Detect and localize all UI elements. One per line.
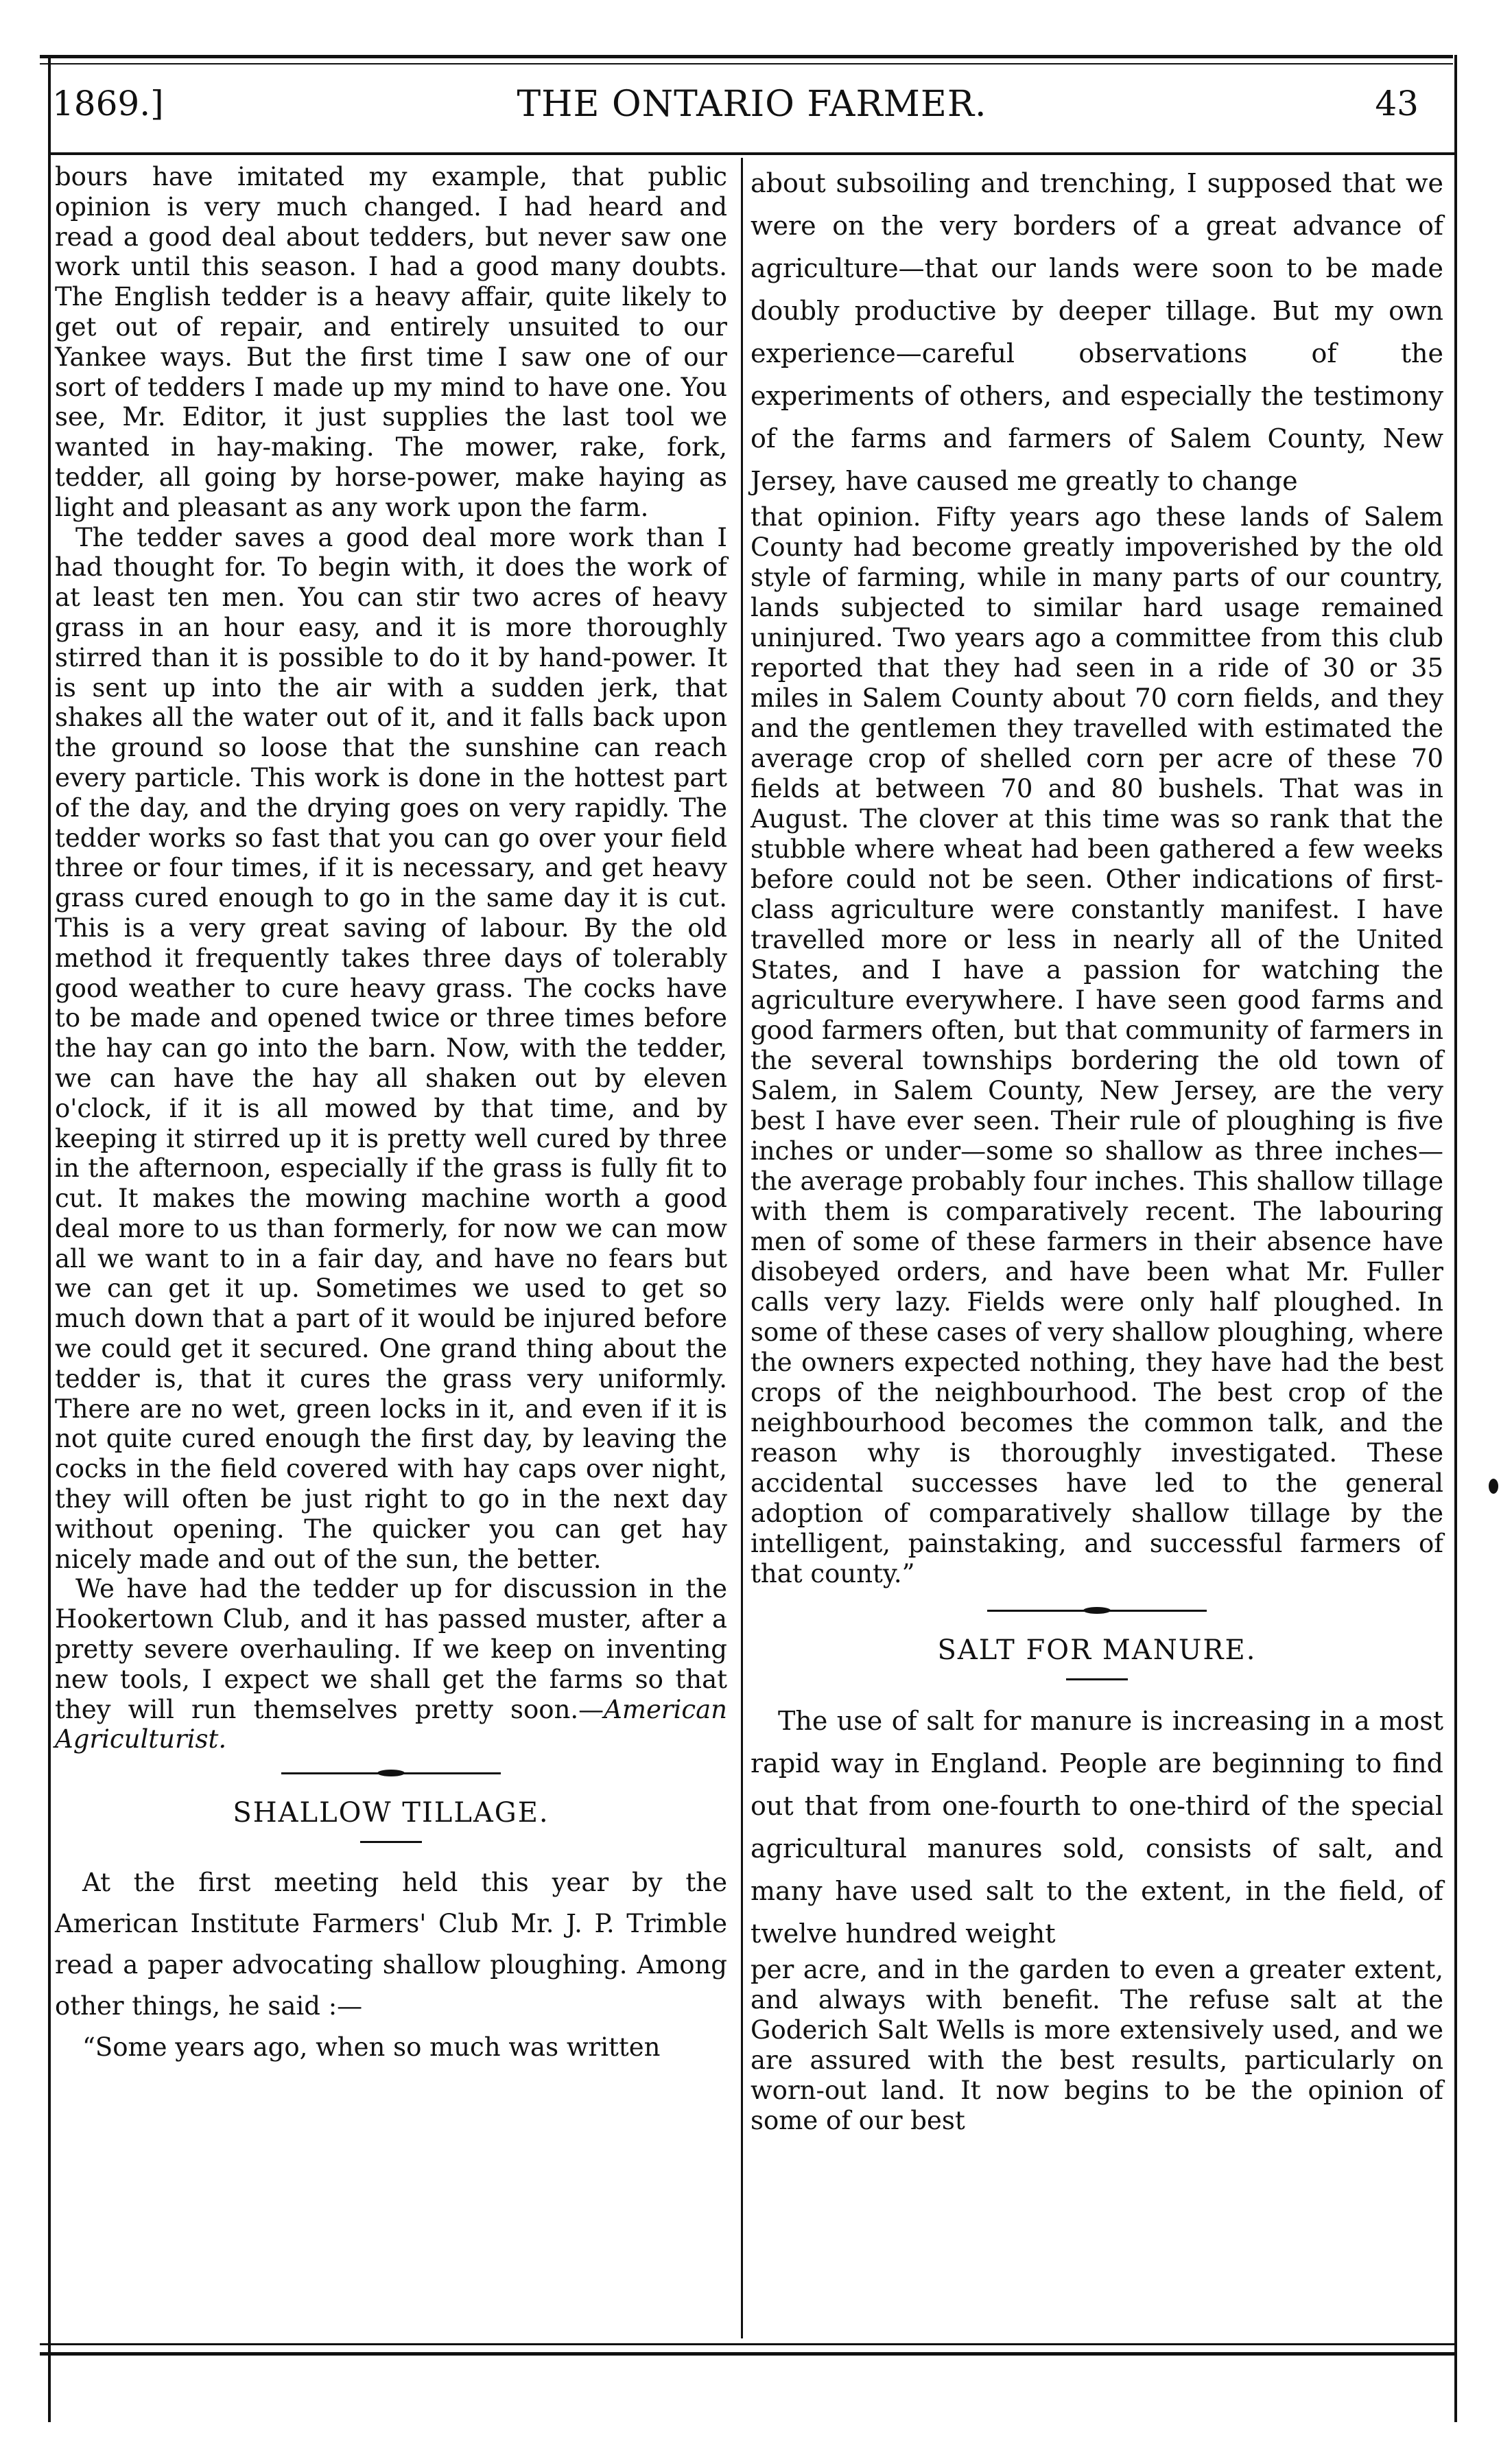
page-frame-bottom-rule xyxy=(40,2352,1456,2356)
header-rule xyxy=(49,152,1454,155)
margin-mark xyxy=(1489,1479,1498,1494)
right-column xyxy=(751,162,1443,2136)
heading-underline xyxy=(1066,1678,1128,1680)
page-frame-top-thin-rule xyxy=(40,63,1453,64)
header-title: THE ONTARIO FARMER. xyxy=(517,84,987,125)
page-frame-bottom-thin-rule xyxy=(40,2343,1456,2345)
article-paragraph: The tedder saves a good deal more work than I had thought for. To begin with, it does the work of at least ten men. You can stir two acres of heavy grass in an hour easy, and it is more thoroughly stirred than it is possible to do it by hand-power. It is sent up into the air with a sudden jerk, that shakes all the water out of it, and it falls back upon the ground so loose that the sunshine can reach every particle. This work is done in the hottest part of the day, and the drying goes on very rapidly. The tedder works so fast that you can go over your field three or four times, if it is necessary, and get heavy grass cured enough to go in the same day it is cut. This is a very great saving of labour. By the old method it frequently takes three days of tolerably good weather to cure heavy grass. The cocks have to be made and opened twice or three times before the hay can go into the barn. Now, with the tedder, we can have the hay all shaken out by eleven o'clock, if it is all mowed by that time, and by keeping it stirred up it is pretty well cured by three in the afternoon, especially if the grass is fully fit to cut. It makes the mowing machine worth a good deal more to us than formerly, for now we can mow all we want to in a fair day, and have no fears but we can get it up. Sometimes we used to get so much down that a part of it would be injured before we could get it secured. One grand thing about the tedder is, that it cures the grass very uniformly. There are no wet, green locks in it, and even if it is not quite cured enough the first day, by leaving the cocks in the field covered with hay caps over night, they will often be just right to go in the next day without opening. The quicker you can get hay nicely made and out of the sun, the better. xyxy=(55,522,727,1574)
column-divider xyxy=(741,158,743,2338)
page-header xyxy=(52,84,1452,147)
header-date: 1869.] xyxy=(52,84,164,124)
article-paragraph: At the first meeting held this year by the American Institute Farmers' Club Mr. J. P. Trimble read a paper advocating shallow ploughing. Among other things, he said :— xyxy=(55,1868,727,2021)
article-paragraph: per acre, and in the garden to even a greater extent, and always with benefit. The refuse salt at the Goderich Salt Wells is more extensively used, and we are assured with the best results, particularly on worn-out land. It now begins to be the opinion of some of our best xyxy=(751,1955,1443,2135)
section-divider xyxy=(281,1770,501,1776)
article-paragraph: that opinion. Fifty years ago these lands of Salem County had become greatly impoverished by the old style of farming, while in many parts of our country, lands subjected to similar hard usage remained uninjured. Two years ago a committee from this club reported that they had seen in a ride of 30 or 35 miles in Salem County about 70 corn fields, and they and the gentlemen they travelled with estimated the average crop of shelled corn per acre of these 70 fields at between 70 and 80 bushels. That was in August. The clover at this time was so rank that the stubble where wheat had been gathered a few weeks before could not be seen. Other indications of first-class agriculture were constantly manifest. I have travelled more or less in nearly all of the United States, and I have a passion for watching the agriculture everywhere. I have seen good farms and good farmers often, but that community of farmers in the several townships bordering the old town of Salem, in Salem County, New Jersey, are the very best I have ever seen. Their rule of ploughing is five inches or under—some so shallow as three inches—the average probably four inches. This shallow tillage with them is comparatively recent. The labouring men of some of these farmers in their absence have disobeyed orders, and have been what Mr. Fuller calls very lazy. Fields were only half ploughed. In some of these cases of very shallow ploughing, where the owners expected nothing, they have had the best crops of the neighbourhood. The best crop of the neighbourhood becomes the common talk, and the reason why is thoroughly investigated. These accidental successes have led to the general adoption of comparatively shallow tillage by the intelligent, painstaking, and successful farmers of that county.” xyxy=(751,502,1443,1588)
attribution: American Agriculturist. xyxy=(55,1694,727,1754)
article-paragraph xyxy=(55,1574,727,1754)
header-page-number: 43 xyxy=(1375,84,1419,124)
section-divider xyxy=(987,1607,1207,1614)
heading-underline xyxy=(360,1841,422,1843)
page-frame-top-rule xyxy=(40,55,1453,58)
article-paragraph: about subsoiling and trenching, I supposed that we were on the very borders of a great advance of agriculture—that our lands were soon to be made doubly productive by deeper tillage. But my own experience—careful observations of the experiments of others, and especially the testimony of the farms and farmers of Salem County, New Jersey, have caused me greatly to change xyxy=(751,168,1443,496)
article-paragraph: bours have imitated my example, that public opinion is very much changed. I had heard and read a good deal about tedders, but never saw one work until this season. I had a good many doubts. The English tedder is a heavy affair, quite likely to get out of repair, and entirely unsuited to our Yankee ways. But the first time I saw one of our sort of tedders I made up my mind to have one. You see, Mr. Editor, it just supplies the last tool we wanted in hay-making. The mower, rake, fork, tedder, all going by horse-power, make haying as light and pleasant as any work upon the farm. xyxy=(55,162,727,522)
article-paragraph: The use of salt for manure is increasing in a most rapid way in England. People are beginning to find out that from one-fourth to one-third of the special agricultural manures sold, consists of salt, and many have used salt to the extent, in the field, of twelve hundred weight xyxy=(751,1706,1443,1949)
left-column xyxy=(55,162,727,2068)
section-heading-shallow-tillage: SHALLOW TILLAGE. xyxy=(233,1797,550,1829)
page-frame-left-rule xyxy=(48,55,51,2422)
section-heading-salt-for-manure: SALT FOR MANURE. xyxy=(937,1634,1257,1666)
article-paragraph-text: We have had the tedder up for discussion in the Hookertown Club, and it has passed muster, after a pretty severe overhauling. If we keep on inventing new tools, I expect we shall get the farms so that they will run themselves pretty soon. xyxy=(55,1574,727,1724)
attribution-dash: — xyxy=(578,1694,604,1724)
page-frame-right-rule xyxy=(1454,55,1457,2422)
article-paragraph: “Some years ago, when so much was written xyxy=(82,2032,661,2063)
